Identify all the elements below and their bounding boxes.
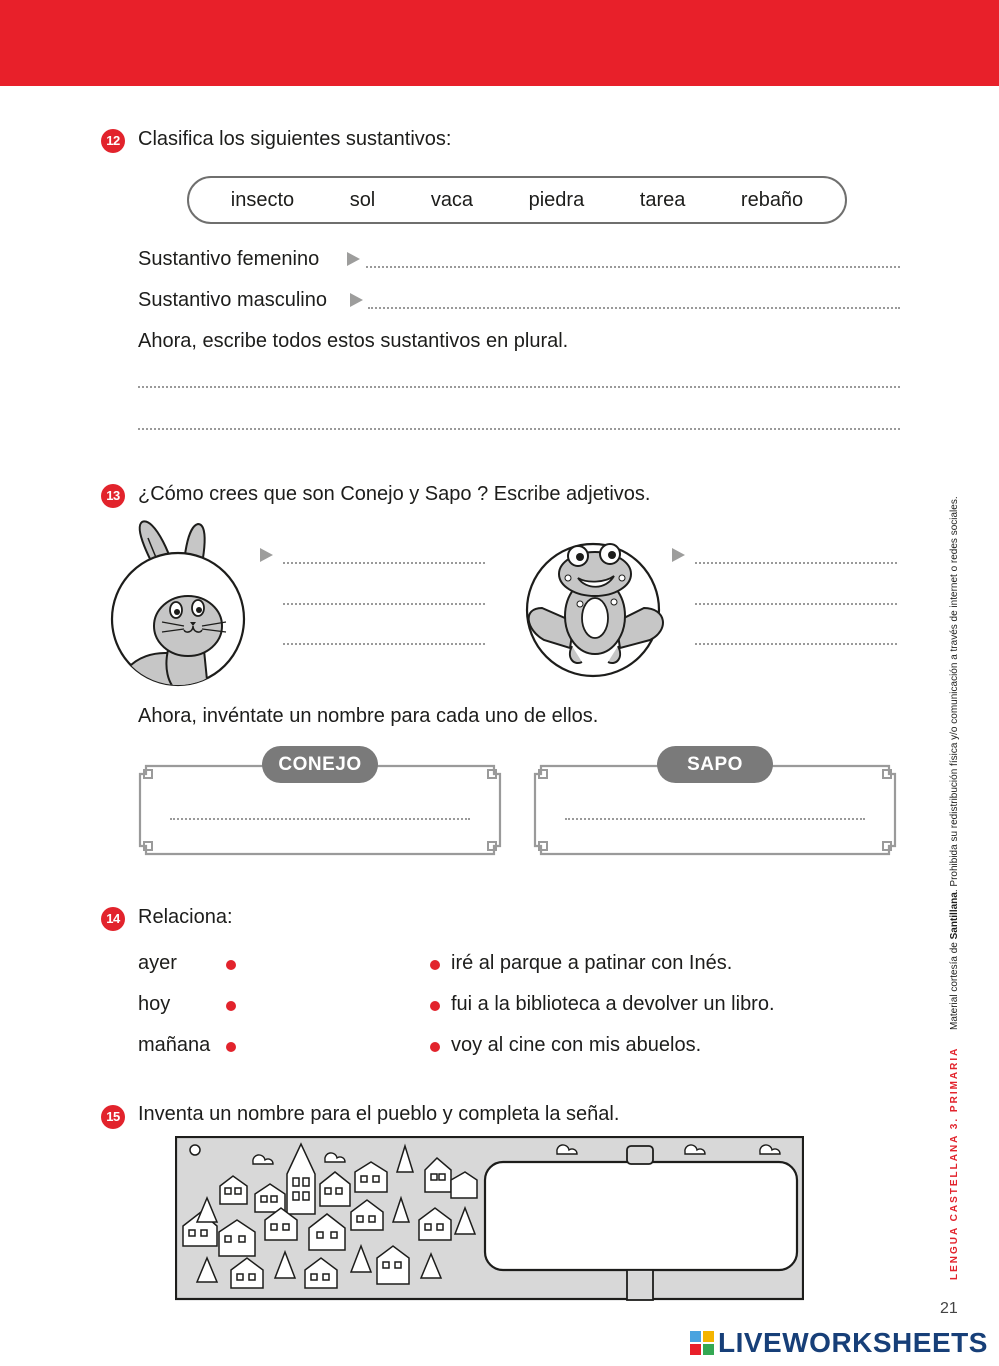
answer-line-rabbit-1[interactable]	[283, 562, 485, 564]
word-item: tarea	[639, 188, 686, 211]
answer-line-plural-2[interactable]	[138, 428, 900, 430]
liveworksheets-logo[interactable]	[690, 1327, 988, 1359]
answer-line-feminine[interactable]	[366, 266, 900, 268]
question-number-12: 12	[101, 129, 125, 153]
question-number-13: 13	[101, 484, 125, 508]
arrow-icon	[350, 293, 363, 307]
copyright-suffix: . Prohibida su redistribución física y/o comunicación a través de internet o redes sociales.	[949, 496, 960, 893]
name-instruction: Ahora, invéntate un nombre para cada uno de ellos.	[138, 705, 599, 727]
town-sign-board	[485, 1162, 797, 1270]
conejo-name-line[interactable]	[170, 818, 470, 820]
liveworksheets-mark-icon	[690, 1331, 714, 1355]
question-14-title: Relaciona:	[138, 906, 233, 928]
question-15-title: Inventa un nombre para el pueblo y completa la señal.	[138, 1103, 620, 1125]
match-left-item: hoy	[138, 993, 171, 1015]
side-series-label	[949, 1047, 960, 1280]
match-left-dot[interactable]	[226, 1001, 236, 1011]
copyright-prefix: Material cortesía de	[949, 939, 960, 1030]
answer-line-masculine[interactable]	[368, 307, 900, 309]
answer-line-frog-2[interactable]	[695, 603, 897, 605]
word-item: insecto	[230, 188, 295, 211]
answer-line-rabbit-2[interactable]	[283, 603, 485, 605]
answer-line-plural-1[interactable]	[138, 386, 900, 388]
match-left-dot[interactable]	[226, 960, 236, 970]
plural-instruction: Ahora, escribe todos estos sustantivos en plural.	[138, 330, 569, 352]
arrow-icon	[347, 252, 360, 266]
word-box	[187, 176, 847, 224]
top-color-bar	[0, 0, 999, 86]
answer-line-frog-1[interactable]	[695, 562, 897, 564]
sapo-name-line[interactable]	[565, 818, 865, 820]
match-right-dot[interactable]	[430, 1042, 440, 1052]
page-number: 21	[940, 1300, 958, 1317]
word-item: sol	[349, 188, 376, 211]
match-left-dot[interactable]	[226, 1042, 236, 1052]
series-title: LENGUA CASTELLANA 3. PRIMARIA	[949, 1046, 960, 1280]
question-12-title: Clasifica los siguientes sustantivos:	[138, 128, 452, 150]
word-item: piedra	[528, 188, 585, 211]
town-illustration	[175, 1136, 804, 1302]
word-item: vaca	[430, 188, 474, 211]
word-item: rebaño	[740, 188, 804, 211]
conejo-label: CONEJO	[262, 746, 378, 783]
side-copyright-notice	[949, 496, 960, 1030]
question-13-title: ¿Cómo crees que son Conejo y Sapo ? Escribe adjetivos.	[138, 483, 651, 505]
question-number-15: 15	[101, 1105, 125, 1129]
rabbit-illustration	[108, 518, 250, 690]
label-masculine-noun: Sustantivo masculino	[138, 289, 327, 311]
arrow-icon	[672, 548, 685, 562]
sapo-label: SAPO	[657, 746, 773, 783]
match-left-item: ayer	[138, 952, 177, 974]
match-right-dot[interactable]	[430, 1001, 440, 1011]
label-feminine-noun: Sustantivo femenino	[138, 248, 320, 270]
match-right-item: voy al cine con mis abuelos.	[451, 1034, 702, 1056]
arrow-icon	[260, 548, 273, 562]
answer-line-frog-3[interactable]	[695, 643, 897, 645]
answer-line-rabbit-3[interactable]	[283, 643, 485, 645]
match-right-dot[interactable]	[430, 960, 440, 970]
question-number-14: 14	[101, 907, 125, 931]
brand-name: Santillana	[949, 892, 960, 940]
match-right-item: iré al parque a patinar con Inés.	[451, 952, 733, 974]
match-left-item: mañana	[138, 1034, 211, 1056]
match-right-item: fui a la biblioteca a devolver un libro.	[451, 993, 775, 1015]
frog-illustration	[522, 538, 672, 680]
logo-text: LIVEWORKSHEETS	[718, 1327, 988, 1358]
